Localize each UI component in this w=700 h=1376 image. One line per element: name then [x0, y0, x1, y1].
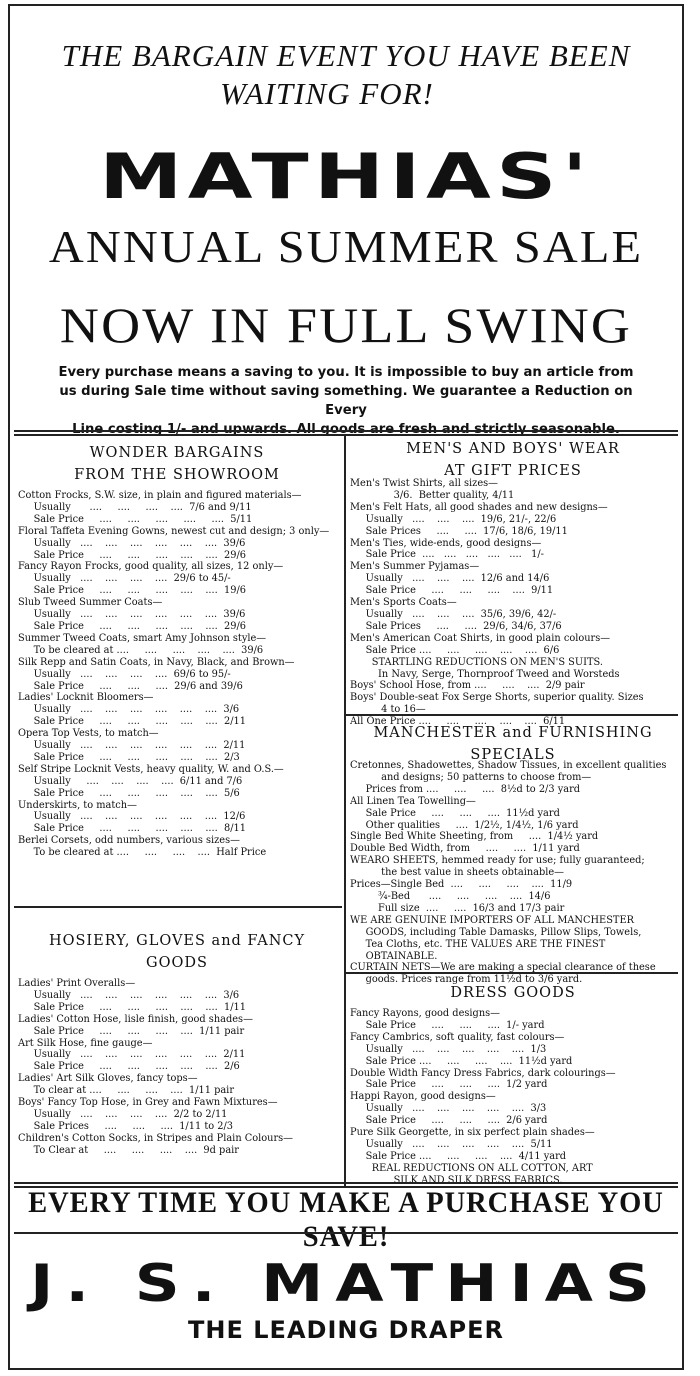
mens-title-1: MEN'S AND BOYS' WEAR: [406, 441, 620, 457]
list-item: Boys' Fancy Top Hose, in Grey and Fawn Mixtures—: [18, 1097, 278, 1109]
list-item: Usually .... .... .... .... .... .... 39/6: [18, 537, 246, 549]
list-item: Usually .... .... .... .... 29/6 to 45/-: [18, 573, 231, 585]
dress-title: DRESS GOODS: [450, 985, 576, 1001]
brand-title: MATHIAS': [99, 140, 593, 213]
list-item: Sale Price .... .... .... .... .... 1/-: [350, 549, 544, 561]
list-item: Sale Price .... .... .... .... .... 5/6: [18, 787, 240, 799]
list-item: Men's Twist Shirts, all sizes—: [350, 478, 498, 489]
divider-top-2: [14, 434, 678, 436]
list-item: Berlei Corsets, odd numbers, various sizes—: [18, 835, 240, 847]
list-item: Floral Taffeta Evening Gowns, newest cut and design; 3 only—: [18, 525, 330, 537]
list-item: REAL REDUCTIONS ON ALL COTTON, ART: [350, 1162, 593, 1174]
dress-list: [350, 1008, 680, 1187]
list-item: Ladies' Locknit Bloomers—: [18, 692, 154, 704]
list-item: Children's Cotton Socks, in Stripes and Plain Colours—: [18, 1132, 293, 1144]
list-item: Slub Tweed Summer Coats—: [18, 597, 163, 609]
mens-list: [350, 478, 680, 728]
list-item: Summer Tweed Coats, smart Amy Johnson style—: [18, 632, 267, 644]
list-item: 4 to 16—: [350, 704, 426, 716]
list-item: Men's Summer Pyjamas—: [350, 561, 480, 573]
column-divider: [344, 434, 346, 1186]
left-divider: [14, 906, 342, 908]
list-item: Sale Prices .... .... 29/6, 34/6, 37/6: [350, 620, 562, 632]
list-item: Ladies' Print Overalls—: [18, 978, 136, 989]
list-item: Usually .... .... .... .... .... .... 3/6: [18, 989, 240, 1001]
list-item: Tea Cloths, etc. THE VALUES ARE THE FINEST: [350, 938, 606, 950]
showroom-heading: [16, 442, 338, 486]
mens-heading: [348, 438, 678, 482]
list-item: SILK AND SILK DRESS FABRICS.: [350, 1174, 563, 1186]
showroom-list: [18, 490, 340, 859]
list-item: Fancy Cambrics, soft quality, fast colours—: [350, 1031, 565, 1043]
list-item: Full size .... .... 16/3 and 17/3 pair: [350, 902, 565, 914]
list-item: WEARO SHEETS, hemmed ready for use; fully guaranteed;: [350, 855, 645, 867]
list-item: Prices—Single Bed .... .... .... .... 11/9: [350, 879, 573, 891]
list-item: Ladies' Art Silk Gloves, fancy tops—: [18, 1073, 198, 1085]
list-item: Double Bed Width, from .... .... 1/11 yard: [350, 843, 580, 855]
list-item: Sale Price .... .... .... .... .... 29/6: [18, 549, 246, 561]
list-item: Underskirts, to match—: [18, 799, 137, 811]
hosiery-list: [18, 978, 340, 1157]
list-item: Sale Price .... .... .... .... 9/11: [350, 585, 554, 597]
list-item: Happi Rayon, good designs—: [350, 1091, 496, 1103]
list-item: and designs; 50 patterns to choose from—: [350, 771, 592, 783]
list-item: Men's Felt Hats, all good shades and new designs—: [350, 501, 608, 513]
showroom-title-2: FROM THE SHOWROOM: [74, 467, 280, 483]
list-item: Men's Sports Coats—: [350, 597, 457, 609]
headline-line-1: THE BARGAIN EVENT YOU HAVE BEEN: [61, 38, 631, 73]
manchester-title-1: MANCHESTER and FURNISHING: [373, 725, 653, 741]
manchester-title-2: SPECIALS: [470, 747, 556, 763]
list-item: Double Width Fancy Dress Fabrics, dark colourings—: [350, 1067, 616, 1079]
list-item: All Linen Tea Towelling—: [350, 795, 476, 807]
list-item: Usually .... .... .... .... 6/11 and 7/6: [18, 775, 243, 787]
list-item: Sale Price .... .... .... .... .... 1/11: [18, 1001, 246, 1013]
store-name: J. S. MATHIAS: [30, 1254, 662, 1314]
list-item: Sale Price .... .... .... .... .... 6/6: [350, 644, 560, 656]
list-item: Usually .... .... .... .... 7/6 and 9/11: [18, 501, 252, 513]
list-item: Self Stripe Locknit Vests, heavy quality, W. and O.S.—: [18, 763, 284, 775]
list-item: Usually .... .... .... 19/6, 21/-, 22/6: [350, 513, 557, 525]
list-item: Sale Price .... .... .... 2/6 yard: [350, 1115, 548, 1127]
showroom-title-1: WONDER BARGAINS: [89, 445, 265, 461]
list-item: Sale Price .... .... .... .... 4/11 yard: [350, 1150, 567, 1162]
list-item: To be cleared at .... .... .... .... .... 39/6: [18, 644, 264, 656]
divider-bottom: [14, 1182, 678, 1184]
list-item: In Navy, Serge, Thornproof Tweed and Worsteds: [350, 668, 620, 680]
list-item: To clear at .... .... .... .... 1/11 pair: [18, 1085, 235, 1097]
list-item: Sale Price .... .... .... .... .... 29/6: [18, 620, 246, 632]
list-item: Sale Price .... .... .... .... .... 19/6: [18, 585, 246, 597]
swing-title: NOW IN FULL SWING: [59, 297, 633, 353]
list-item: Usually .... .... .... .... .... .... 12/6: [18, 811, 246, 823]
list-item: Ladies' Cotton Hose, lisle finish, good shades—: [18, 1013, 253, 1025]
list-item: Fancy Rayons, good designs—: [350, 1008, 500, 1019]
list-item: Usually .... .... .... .... .... .... 2/11: [18, 740, 246, 752]
sale-title: ANNUAL SUMMER SALE: [48, 221, 644, 272]
list-item: Sale Price .... .... .... 29/6 and 39/6: [18, 680, 243, 692]
list-item: Sale Price .... .... .... .... 11½d yard: [350, 1055, 573, 1067]
list-item: Men's American Coat Shirts, in good plain colours—: [350, 632, 611, 644]
hosiery-heading: [16, 930, 338, 974]
list-item: Boys' School Hose, from .... .... .... 2/9 pair: [350, 680, 585, 692]
list-item: Other qualities .... 1/2½, 1/4½, 1/6 yard: [350, 819, 579, 831]
divider-footer: [14, 1232, 678, 1234]
right-divider-1: [346, 714, 678, 716]
list-item: Fancy Rayon Frocks, good quality, all sizes, 12 only—: [18, 561, 284, 573]
hosiery-title-2: GOODS: [146, 955, 208, 971]
store-tagline: THE LEADING DRAPER: [188, 1316, 504, 1344]
manchester-list: [350, 760, 680, 986]
list-item: goods. Prices range from 11½d to 3/6 yard.: [350, 974, 583, 986]
list-item: CURTAIN NETS—We are making a special clearance of these: [350, 962, 656, 974]
list-item: Pure Silk Georgette, in six perfect plain shades—: [350, 1127, 595, 1139]
list-item: Usually .... .... .... .... .... 3/3: [350, 1103, 547, 1115]
list-item: the best value in sheets obtainable—: [350, 867, 564, 879]
list-item: GOODS, including Table Damasks, Pillow Slips, Towels,: [350, 926, 642, 938]
list-item: Sale Prices .... .... .... 1/11 to 2/3: [18, 1120, 234, 1132]
list-item: Sale Price .... .... .... .... .... 5/11: [18, 513, 253, 525]
right-divider-2: [346, 972, 678, 974]
list-item: Single Bed White Sheeting, from .... 1/4½ yard: [350, 831, 599, 843]
list-item: Usually .... .... .... .... 69/6 to 95/-: [18, 668, 231, 680]
list-item: Sale Price .... .... .... 1/- yard: [350, 1019, 545, 1031]
list-item: Opera Top Vests, to match—: [18, 728, 159, 740]
list-item: 3/6. Better quality, 4/11: [350, 489, 515, 501]
list-item: Cretonnes, Shadowettes, Shadow Tissues, in excellent qualities: [350, 760, 667, 771]
list-item: Cotton Frocks, S.W. size, in plain and figured materials—: [18, 490, 302, 501]
list-item: Sale Price .... .... .... .... .... 2/11: [18, 716, 246, 728]
list-item: WE ARE GENUINE IMPORTERS OF ALL MANCHESTER: [350, 914, 634, 926]
headline-line-2: WAITING FOR!: [220, 76, 434, 111]
slogan: EVERY TIME YOU MAKE A PURCHASE YOU SAVE!: [28, 1186, 664, 1253]
list-item: Men's Ties, wide-ends, good designs—: [350, 537, 542, 549]
list-item: Silk Repp and Satin Coats, in Navy, Black, and Brown—: [18, 656, 295, 668]
list-item: Sale Prices .... .... 17/6, 18/6, 19/11: [350, 525, 568, 537]
list-item: Usually .... .... .... 12/6 and 14/6: [350, 573, 550, 585]
hosiery-title-1: HOSIERY, GLOVES and FANCY: [48, 933, 306, 949]
list-item: Boys' Double-seat Fox Serge Shorts, superior quality. Sizes: [350, 692, 644, 704]
list-item: Sale Price .... .... .... 11½d yard: [350, 807, 560, 819]
list-item: Usually .... .... .... 35/6, 39/6, 42/-: [350, 608, 557, 620]
advertisement-page: [8, 4, 684, 1370]
list-item: Usually .... .... .... .... .... .... 2/11: [18, 1049, 246, 1061]
list-item: Sale Price .... .... .... .... .... 2/3: [18, 751, 240, 763]
mens-title-2: AT GIFT PRICES: [444, 463, 582, 479]
list-item: To be cleared at .... .... .... .... Half Price: [18, 847, 267, 859]
list-item: STARTLING REDUCTIONS ON MEN'S SUITS.: [350, 656, 604, 668]
divider-top: [14, 430, 678, 432]
intro-line: Every purchase means a saving to you. It is impossible to buy an article from: [58, 365, 634, 380]
list-item: All One Price .... .... .... .... .... 6/11: [350, 716, 566, 728]
list-item: Usually .... .... .... .... .... .... 3/6: [18, 704, 240, 716]
list-item: To Clear at .... .... .... .... 9d pair: [18, 1144, 239, 1156]
intro-paragraph: [50, 363, 642, 439]
list-item: Usually .... .... .... .... .... 5/11: [350, 1138, 553, 1150]
list-item: Sale Price .... .... .... .... 1/11 pair: [18, 1025, 245, 1037]
list-item: ¾-Bed .... .... .... .... 14/6: [350, 890, 551, 902]
list-item: OBTAINABLE.: [350, 950, 438, 962]
dress-heading: [348, 982, 678, 1004]
list-item: Sale Price .... .... .... .... .... 2/6: [18, 1061, 240, 1073]
list-item: Prices from .... .... .... 8½d to 2/3 yard: [350, 783, 581, 795]
intro-line: Line costing 1/- and upwards. All goods are fresh and strictly seasonable.: [72, 422, 620, 437]
list-item: Art Silk Hose, fine gauge—: [18, 1037, 153, 1049]
list-item: Usually .... .... .... .... 2/2 to 2/11: [18, 1108, 228, 1120]
list-item: Sale Price .... .... .... 1/2 yard: [350, 1079, 548, 1091]
list-item: Usually .... .... .... .... .... 1/3: [350, 1043, 547, 1055]
intro-line: us during Sale time without saving something. We guarantee a Reduction on Every: [59, 384, 633, 418]
list-item: Sale Price .... .... .... .... .... 8/11: [18, 823, 246, 835]
list-item: Usually .... .... .... .... .... .... 39/6: [18, 609, 246, 621]
